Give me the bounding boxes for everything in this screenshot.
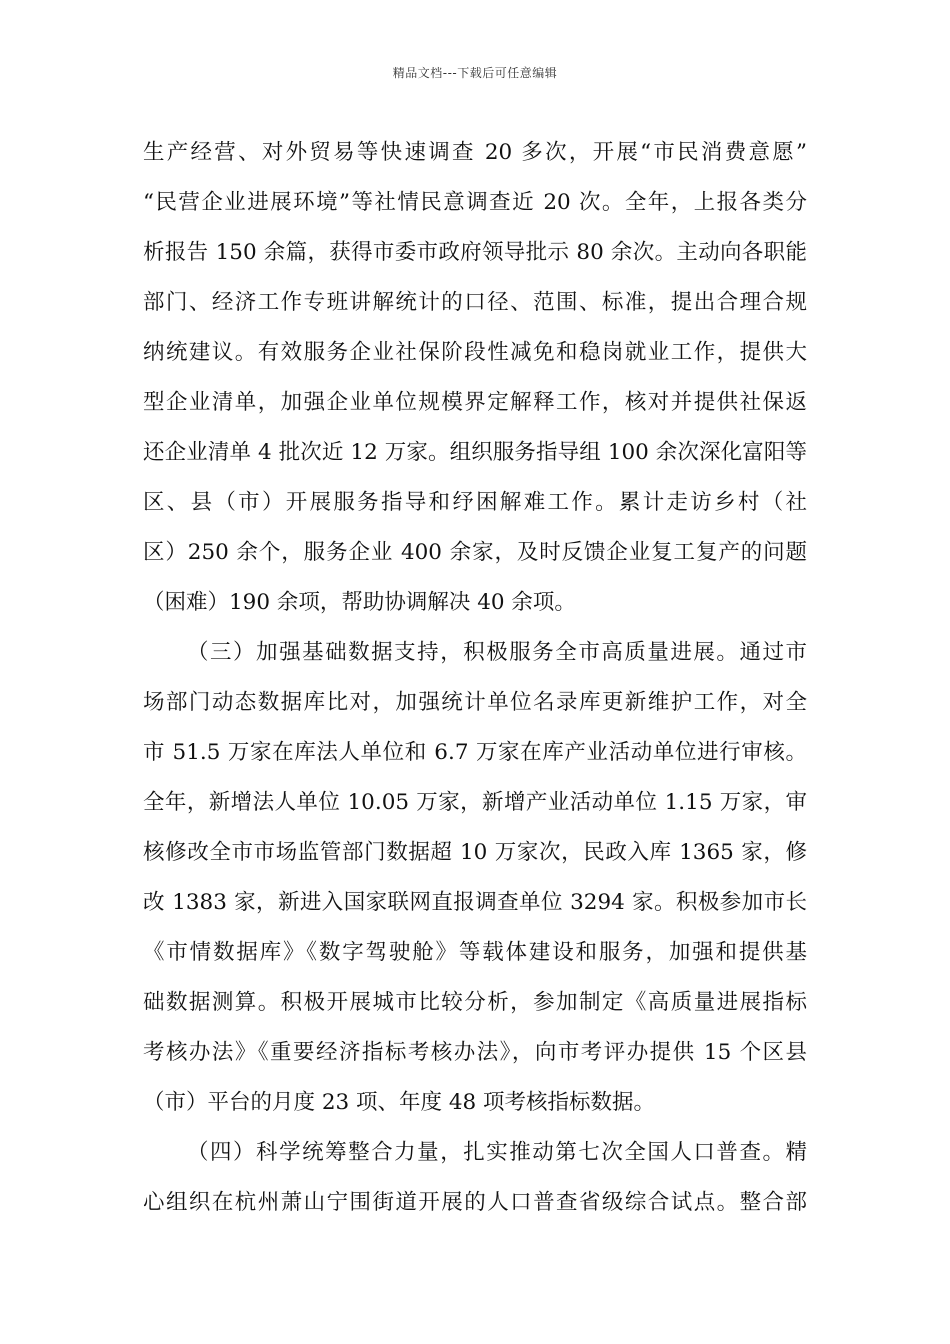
text-line: （三）加强基础数据支持，积极服务全市高质量进展。通过市 bbox=[187, 640, 807, 665]
text-line: 纳统建议。有效服务企业社保阶段性减免和稳岗就业工作，提供大 bbox=[143, 340, 807, 365]
text-line: （市）平台的月度 23 项、年度 48 项考核指标数据。 bbox=[143, 1090, 656, 1115]
text-line: 场部门动态数据库比对，加强统计单位名录库更新维护工作，对全 bbox=[143, 690, 807, 715]
document-body bbox=[143, 128, 807, 1228]
text-line: 全年，新增法人单位 10.05 万家，新增产业活动单位 1.15 万家，审 bbox=[143, 790, 807, 815]
text-line: 《市情数据库》《数字驾驶舱》等载体建设和服务，加强和提供基 bbox=[143, 940, 807, 965]
text-line: 心组织在杭州萧山宁围街道开展的人口普查省级综合试点。整合部 bbox=[143, 1190, 807, 1215]
page-header: 精品文档---下载后可任意编辑 bbox=[392, 66, 558, 80]
text-line: 市 51.5 万家在库法人单位和 6.7 万家在库产业活动单位进行审核。 bbox=[143, 740, 807, 765]
text-line: 核修改全市市场监管部门数据超 10 万家次，民政入库 1365 家，修 bbox=[143, 840, 807, 865]
text-line: 础数据测算。积极开展城市比较分析，参加制定《高质量进展指标 bbox=[143, 990, 807, 1015]
text-line: （四）科学统筹整合力量，扎实推动第七次全国人口普查。精 bbox=[187, 1140, 807, 1165]
text-line: 考核办法》《重要经济指标考核办法》，向市考评办提供 15 个区县 bbox=[143, 1040, 807, 1065]
text-line: “民营企业进展环境”等社情民意调查近 20 次。全年，上报各类分 bbox=[143, 190, 807, 215]
text-line: 型企业清单，加强企业单位规模界定解释工作，核对并提供社保返 bbox=[143, 390, 807, 415]
text-line: 部门、经济工作专班讲解统计的口径、范围、标准，提出合理合规 bbox=[143, 290, 807, 315]
text-line: 生产经营、对外贸易等快速调查 20 多次，开展“市民消费意愿” bbox=[143, 140, 807, 165]
text-line: 还企业清单 4 批次近 12 万家。组织服务指导组 100 余次深化富阳等 bbox=[143, 440, 807, 465]
text-line: 区、县（市）开展服务指导和纾困解难工作。累计走访乡村（社 bbox=[143, 490, 807, 515]
text-line: 区）250 余个，服务企业 400 余家，及时反馈企业复工复产的问题 bbox=[143, 540, 807, 565]
text-line: （困难）190 余项，帮助协调解决 40 余项。 bbox=[143, 590, 576, 615]
text-line: 改 1383 家，新进入国家联网直报调查单位 3294 家。积极参加市长 bbox=[143, 890, 807, 915]
text-line: 析报告 150 余篇，获得市委市政府领导批示 80 余次。主动向各职能 bbox=[143, 240, 807, 265]
